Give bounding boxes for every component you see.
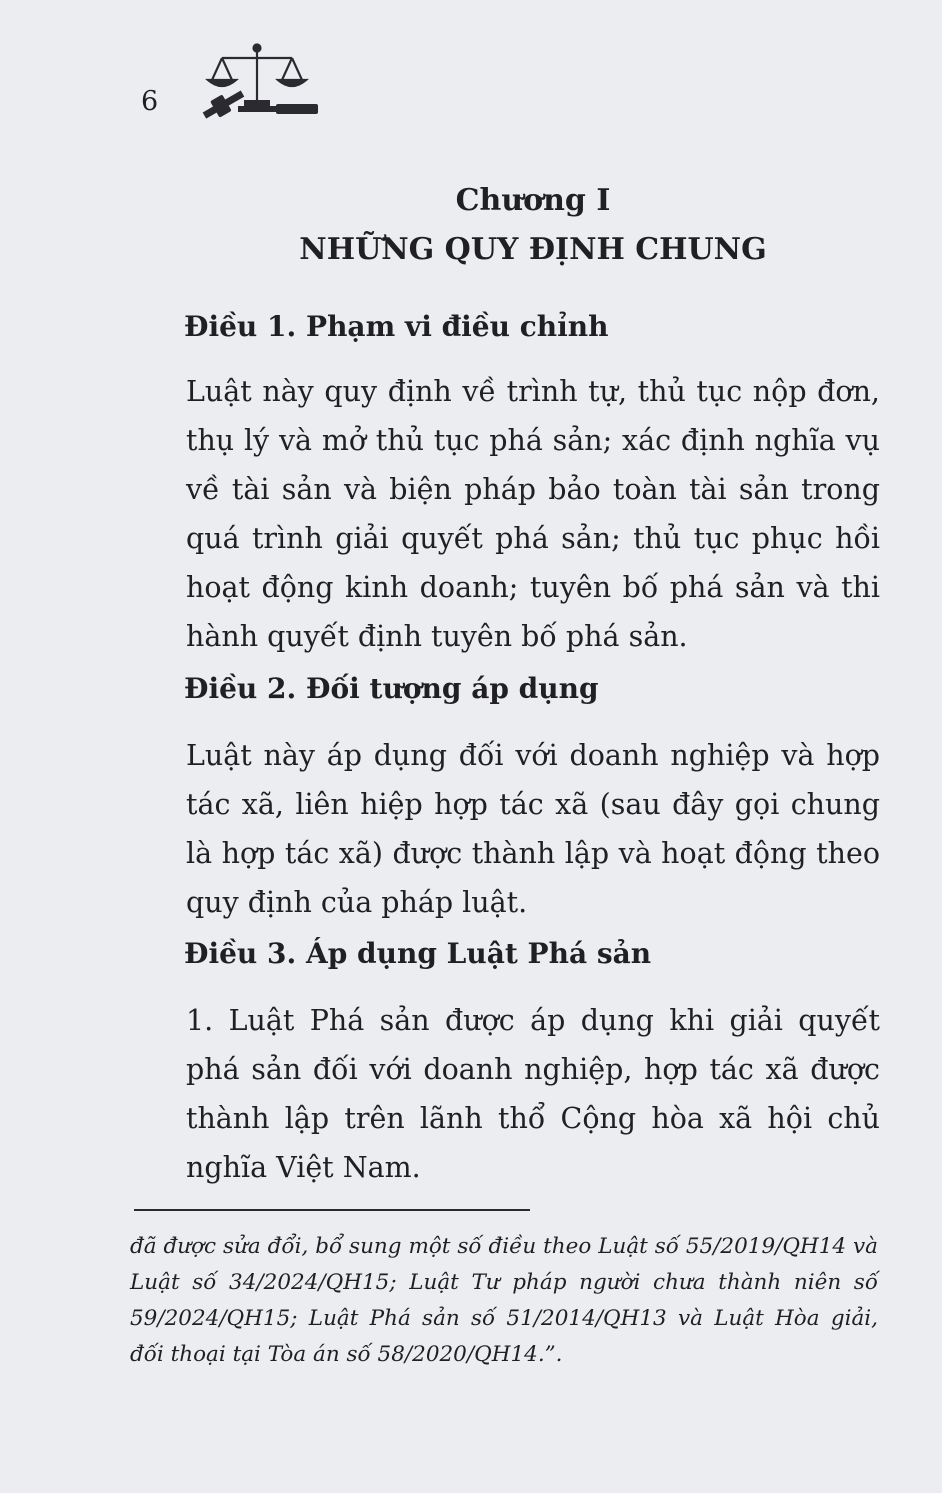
article-3-heading: Điều 3. Áp dụng Luật Phá sản <box>184 937 652 970</box>
article-2-body <box>134 731 880 927</box>
article-2-heading: Điều 2. Đối tượng áp dụng <box>184 672 599 705</box>
article-3-text: 1. Luật Phá sản được áp dụng khi giải quyết phá sản đối với doanh nghiệp, hợp tác xã được thành lập trên lãnh thổ Cộng hòa xã hội chủ nghĩa Việt Nam. <box>186 1004 880 1184</box>
chapter-title: Chương I <box>455 183 611 218</box>
article-1-text: Luật này quy định về trình tự, thủ tục nộp đơn, thụ lý và mở thủ tục phá sản; xác định nghĩa vụ về tài sản và biện pháp bảo toàn tài sản trong quá trình giải quyết phá sản; thủ tục phục hồi hoạt động kinh doanh; tuyên bố phá sản và thi hành quyết định tuyên bố phá sản. <box>186 375 880 653</box>
footnote-separator <box>134 1209 530 1211</box>
article-2-text: Luật này áp dụng đối với doanh nghiệp và hợp tác xã, liên hiệp hợp tác xã (sau đây gọi chung là hợp tác xã) được thành lập và hoạt động theo quy định của pháp luật. <box>186 739 880 919</box>
article-1-body <box>134 367 880 661</box>
page-number: 6 <box>141 86 159 117</box>
footnote: đã được sửa đổi, bổ sung một số điều theo Luật số 55/2019/QH14 và Luật số 34/2024/QH15; Luật Tư pháp người chưa thành niên số 59/2024/QH15; Luật Phá sản số 51/2014/QH13 và Luật Hòa giải, đối thoại tại Tòa án số 58/2020/QH14.”. <box>130 1234 878 1367</box>
chapter-subtitle: NHỮNG QUY ĐỊNH CHUNG <box>299 232 767 267</box>
article-1-heading: Điều 1. Phạm vi điều chỉnh <box>184 310 609 343</box>
article-3-body <box>134 996 880 1192</box>
scales-of-justice-gavel-icon <box>192 40 322 122</box>
